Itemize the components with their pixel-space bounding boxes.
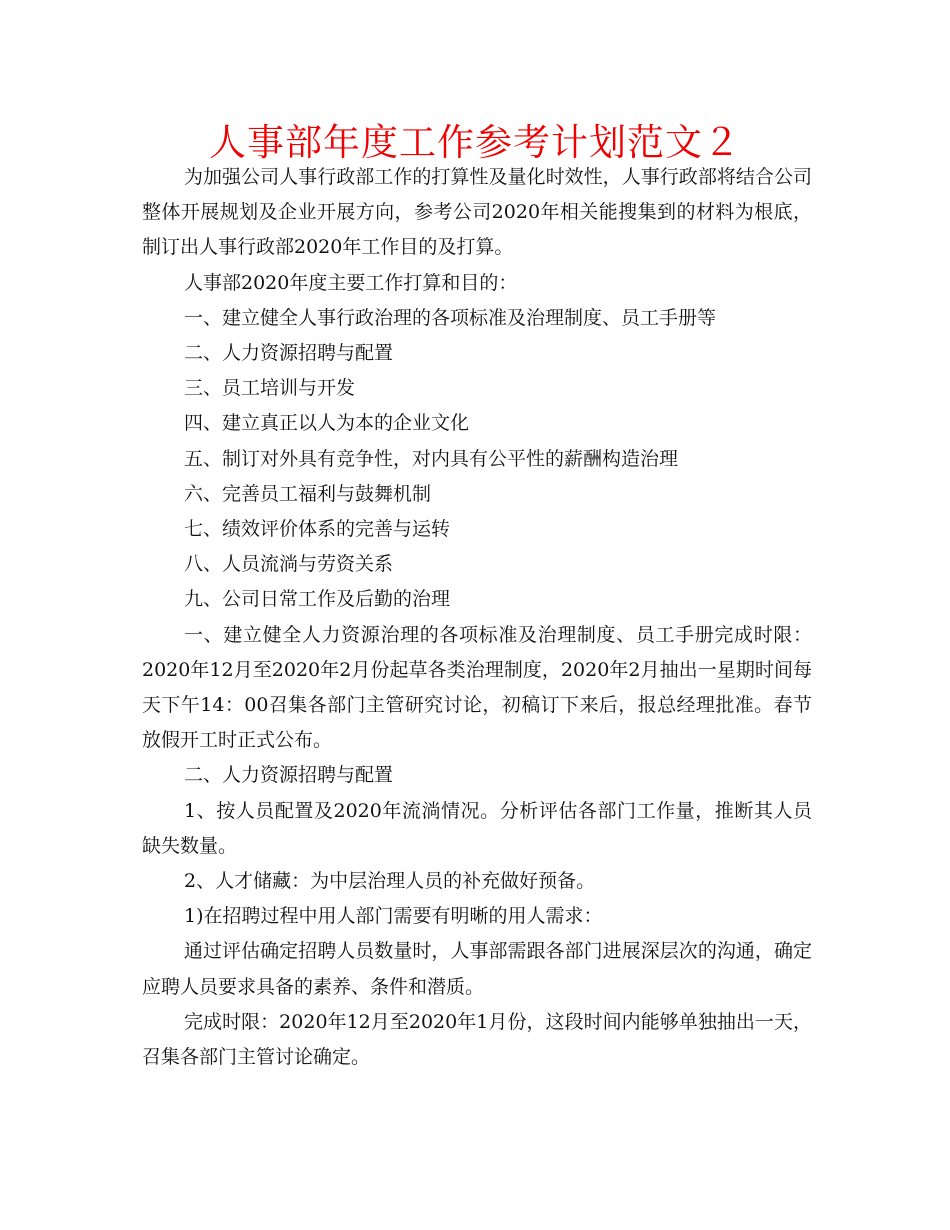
list-item-8: 八、人员流淌与劳资关系: [184, 553, 394, 576]
list-item-9: 九、公司日常工作及后勤的治理: [184, 588, 451, 611]
document-body: [142, 160, 812, 1075]
section-2-item-2: 2、人才储藏：为中层治理人员的补充做好预备。: [184, 870, 596, 893]
list-item-4: 四、建立真正以人为本的企业文化: [184, 412, 470, 435]
section-2-detail: 通过评估确定招聘人员数量时，人事部需跟各部门进展深层次的沟通，确定应聘人员要求具备的素养、条件和潜质。: [142, 940, 812, 998]
section-2-deadline: 完成时限：2020年12月至2020年1月份，这段时间内能够单独抽出一天，召集各部门主管讨论确定。: [142, 1010, 812, 1069]
section-2-item-1: 1、按人员配置及2020年流淌情况。分析评估各部门工作量，推断其人员缺失数量。: [142, 799, 812, 857]
list-item-3: 三、员工培训与开发: [184, 377, 356, 400]
list-item-7: 七、绩效评价体系的完善与运转: [184, 518, 451, 541]
paragraph-intro: 为加强公司人事行政部工作的打算性及量化时效性，人事行政部将结合公司整体开展规划及企业开展方向，参考公司2020年相关能搜集到的材料为根底，制订出人事行政部2020年工作目的及打算。: [142, 166, 812, 259]
paragraph-plan-heading: 人事部2020年度主要工作打算和目的：: [184, 271, 518, 294]
section-1-paragraph: 一、建立健全人力资源治理的各项标准及治理制度、员工手册完成时限：2020年12月至2020年2月份起草各类治理制度，2020年2月抽出一星期时间每天下午14：00召集各部门主管研究讨论，初稿订下来后，报总经理批准。春节放假开工时正式公布。: [142, 623, 812, 752]
list-item-2: 二、人力资源招聘与配置: [184, 342, 394, 365]
list-item-1: 一、建立健全人事行政治理的各项标准及治理制度、员工手册等: [184, 306, 717, 329]
document-title: 人事部年度工作参考计划范文２: [209, 121, 741, 164]
section-2-subitem-1: 1)在招聘过程中用人部门需要有明晰的用人需求：: [184, 905, 603, 928]
list-item-5: 五、制订对外具有竞争性，对内具有公平性的薪酬构造治理: [184, 447, 679, 470]
list-item-6: 六、完善员工福利与鼓舞机制: [184, 482, 432, 505]
section-2-heading: 二、人力资源招聘与配置: [184, 764, 394, 787]
